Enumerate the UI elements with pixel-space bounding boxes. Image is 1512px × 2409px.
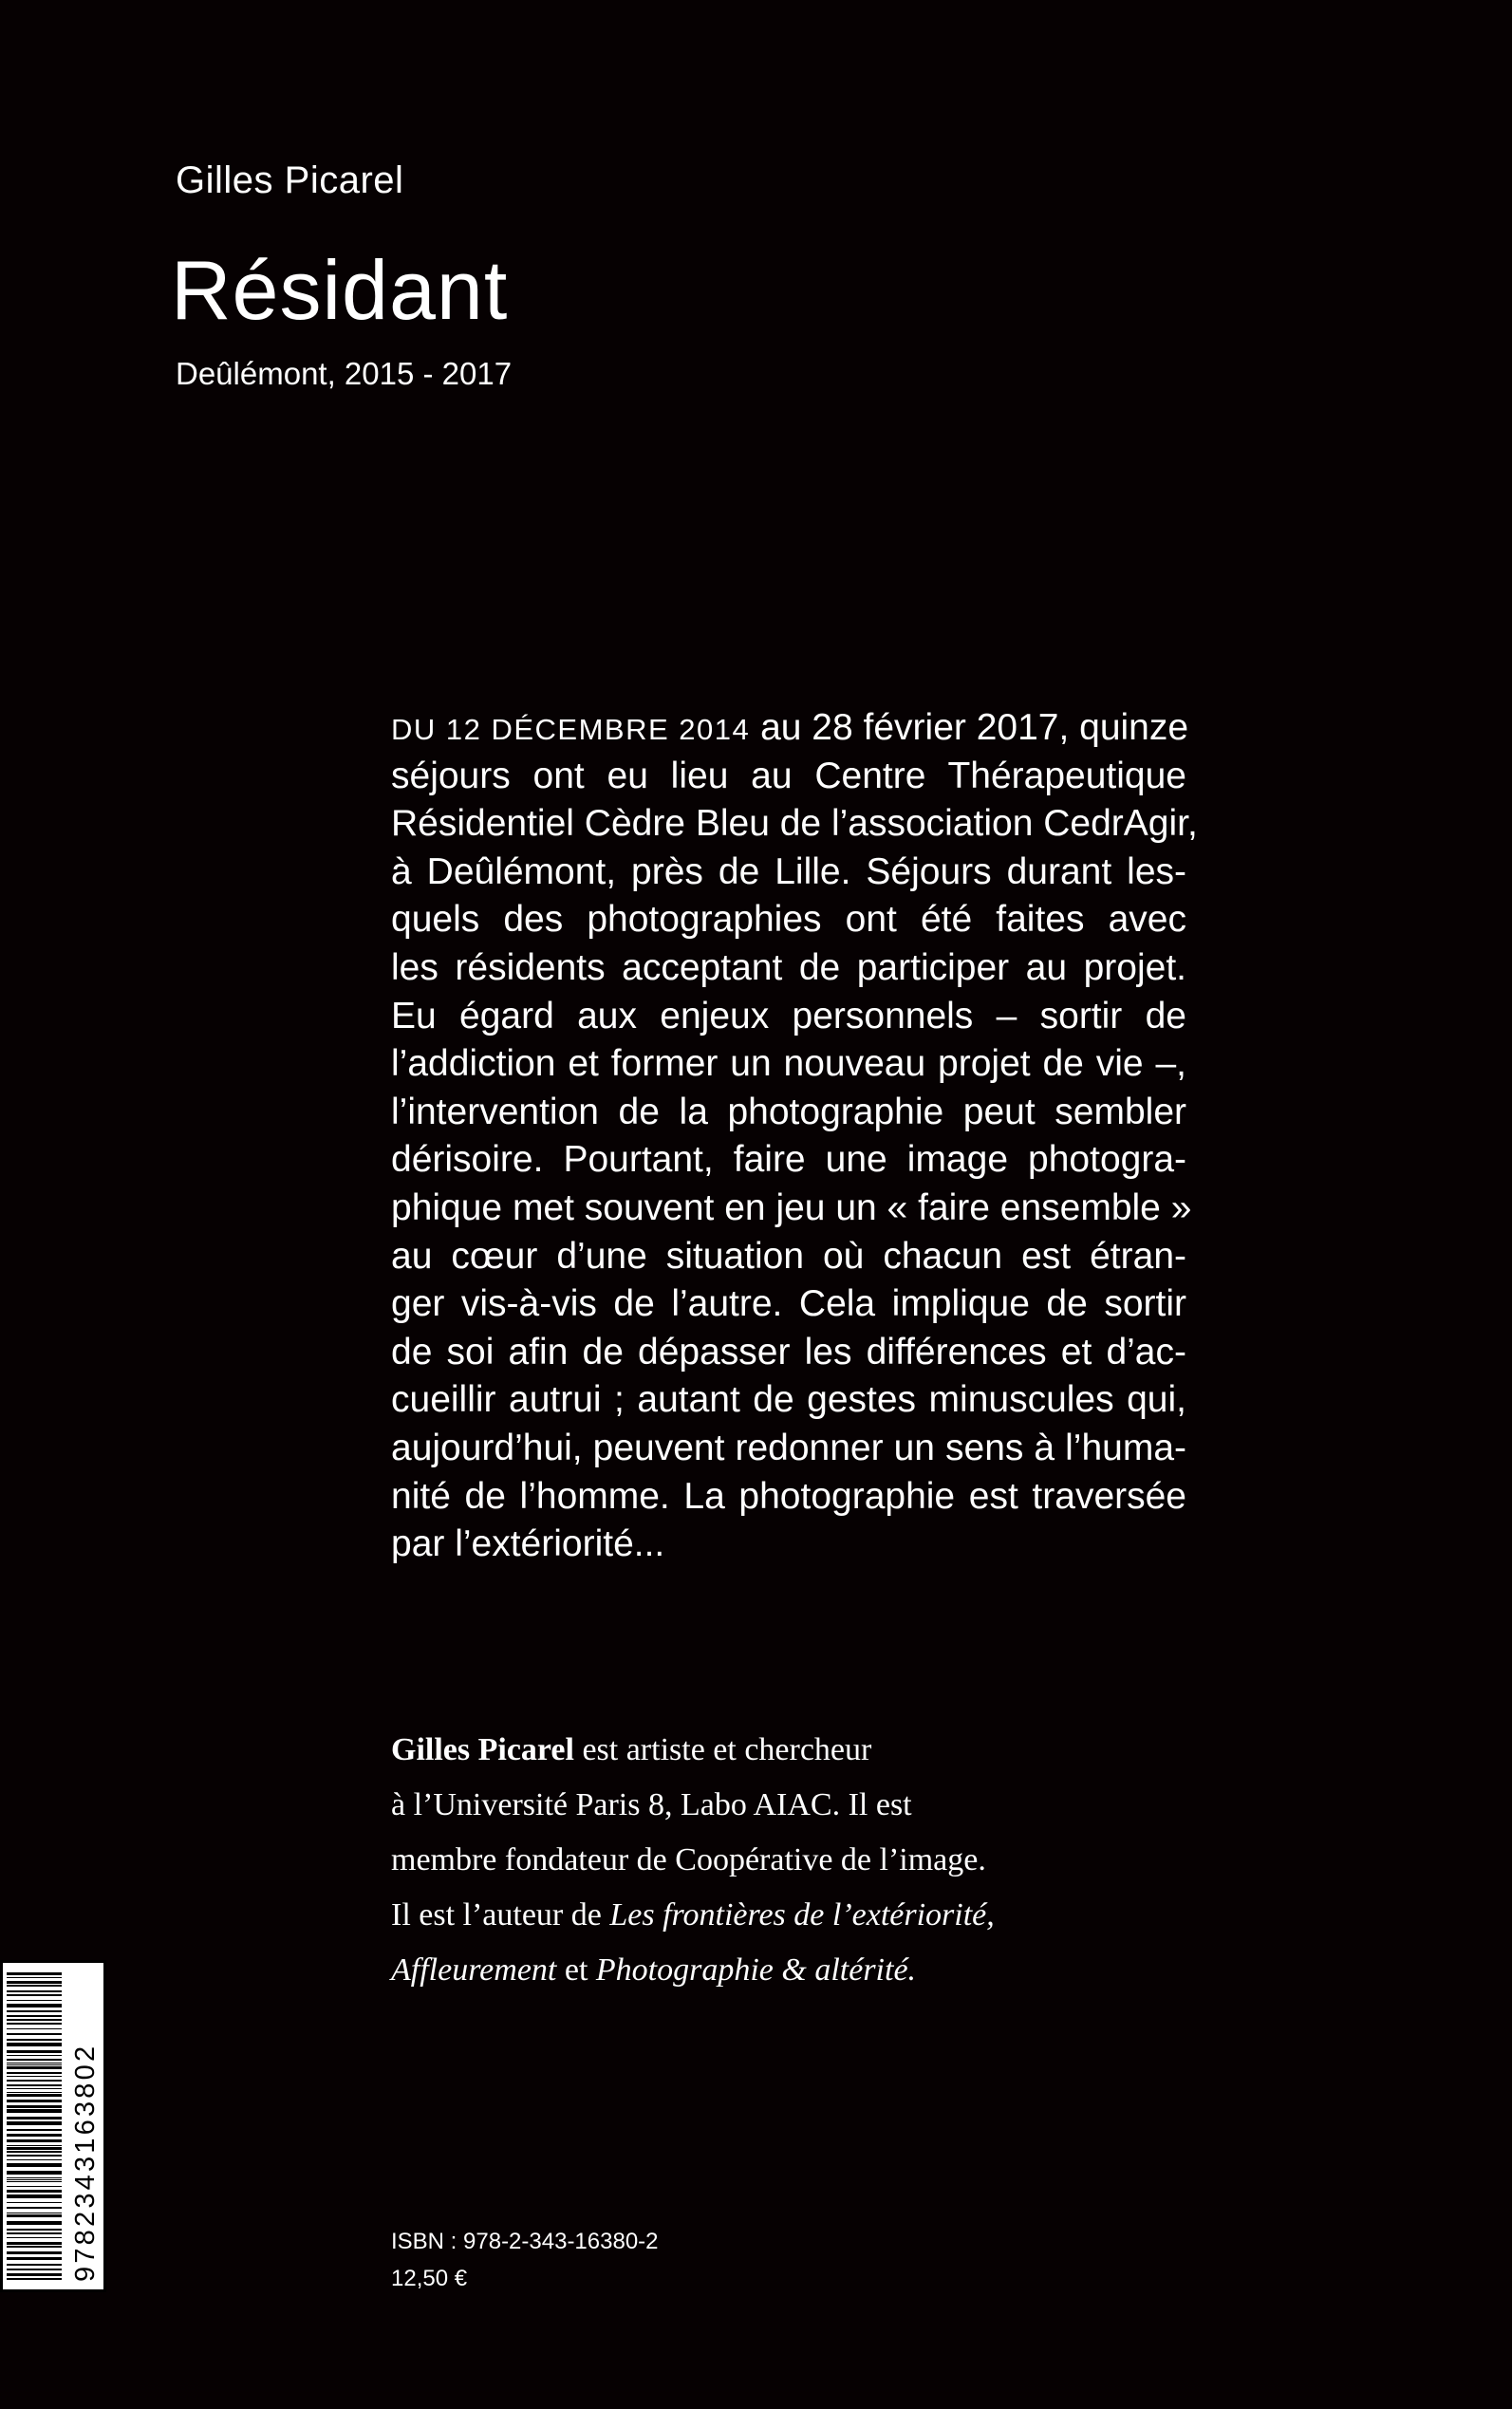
blurb-line: Résidentiel Cèdre Bleu de l’association CedrAgir, xyxy=(391,803,1198,845)
barcode-bar xyxy=(7,2033,62,2035)
barcode-bar xyxy=(7,2015,62,2017)
barcode-bar xyxy=(7,2023,62,2025)
barcode-bar xyxy=(7,1981,62,1984)
blurb-line: cueillir autrui ; autant de gestes minuscules qui, xyxy=(391,1379,1186,1421)
blurb-line: de soi afin de dépasser les différences et d’ac- xyxy=(391,1331,1186,1373)
barcode-bar xyxy=(7,1990,62,1992)
barcode-bar xyxy=(7,2076,62,2077)
barcode-bar xyxy=(7,2066,62,2069)
barcode-bar xyxy=(7,2237,62,2238)
barcode-bar xyxy=(7,2134,62,2137)
barcode-bar xyxy=(7,2190,62,2193)
blurb-line: phique met souvent en jeu un « faire ensemble » xyxy=(391,1186,1192,1228)
barcode-bar xyxy=(7,2100,62,2102)
barcode-bar xyxy=(7,2019,62,2021)
barcode-bar xyxy=(7,2109,62,2113)
barcode-bar xyxy=(7,2147,62,2150)
barcode-bar xyxy=(7,1972,62,1975)
barcode-bar xyxy=(7,2059,62,2061)
author-bio xyxy=(391,1723,1179,1998)
barcode-bar xyxy=(7,2151,62,2153)
bio-text: Il est l’auteur de xyxy=(391,1897,610,1933)
barcode-bar xyxy=(7,2278,62,2280)
barcode-bar xyxy=(7,2171,62,2175)
book-title-1: Les frontières de l’extériorité, xyxy=(609,1897,995,1933)
blurb-line: séjours ont eu lieu au Centre Thérapeutique xyxy=(391,755,1186,796)
blurb-line: aujourd’hui, peuvent redonner un sens à l’huma- xyxy=(391,1427,1186,1468)
barcode-bar xyxy=(7,2269,62,2270)
blurb-line: par l’extériorité... xyxy=(391,1523,665,1565)
barcode-bar xyxy=(7,2221,62,2225)
bio-text: et xyxy=(556,1952,596,1988)
barcode-bar xyxy=(7,2129,62,2131)
barcode-bar xyxy=(7,2080,62,2082)
barcode-bar xyxy=(7,2202,62,2203)
barcode-bar xyxy=(7,2194,62,2198)
isbn-number: ISBN : 978-2-343-16380-2 xyxy=(391,2229,659,2254)
bio-line xyxy=(391,1723,1179,1778)
barcode-bar xyxy=(7,1977,62,1978)
barcode-bar xyxy=(7,2105,62,2108)
barcode-bar xyxy=(7,2094,62,2097)
blurb-line: nité de l’homme. La photographie est traversée xyxy=(391,1475,1186,1517)
barcode-bar xyxy=(7,2050,62,2053)
book-subtitle: Deûlémont, 2015 - 2017 xyxy=(176,356,513,391)
barcode-bar xyxy=(7,2055,62,2056)
barcode-bar xyxy=(7,1994,62,1996)
price: 12,50 € xyxy=(391,2266,468,2291)
barcode-bar xyxy=(7,2179,62,2180)
bio-line: membre fondateur de Coopérative de l’image. xyxy=(391,1842,986,1877)
barcode-bar xyxy=(7,2004,62,2008)
blurb-line: les résidents acceptant de participer au projet. xyxy=(391,946,1186,988)
barcode-bar xyxy=(7,2117,62,2120)
isbn-barcode xyxy=(0,1960,106,2292)
barcode-bar xyxy=(7,2273,62,2276)
barcode-bar xyxy=(7,2229,62,2231)
barcode-bar xyxy=(7,2039,62,2041)
blurb-line: l’addiction et former un nouveau projet de vie –, xyxy=(391,1043,1186,1085)
bio-line xyxy=(391,1888,1179,1943)
barcode-bar xyxy=(7,2028,62,2029)
author-name: Gilles Picarel xyxy=(176,159,404,201)
blurb-line: à Deûlémont, près de Lille. Séjours durant les- xyxy=(391,850,1186,892)
barcode-bar xyxy=(7,2000,62,2001)
barcode-bar xyxy=(7,2181,62,2182)
book-title-3: Photographie & altérité. xyxy=(595,1952,917,1988)
barcode-bar xyxy=(7,2092,62,2093)
barcode-bar xyxy=(7,2145,62,2146)
barcode-bar xyxy=(7,2232,62,2234)
book-title-2: Affleurement xyxy=(391,1952,557,1988)
bio-author-name: Gilles Picarel xyxy=(391,1732,574,1767)
barcode-bar xyxy=(7,2088,62,2089)
blurb-line xyxy=(391,704,1189,753)
back-cover-blurb xyxy=(391,704,1198,1569)
barcode-bar xyxy=(7,2251,62,2254)
barcode-bar xyxy=(7,2084,62,2086)
barcode-bar xyxy=(7,2242,62,2245)
barcode-bar xyxy=(7,2139,62,2142)
barcode-bar xyxy=(7,2177,62,2178)
bio-line: à l’Université Paris 8, Labo AIAC. Il est xyxy=(391,1787,912,1822)
barcode-bar xyxy=(7,2155,62,2157)
blurb-line: l’intervention de la photographie peut sembler xyxy=(391,1091,1186,1132)
barcode-digits: 9782343163802 xyxy=(70,2043,101,2282)
bio-line xyxy=(391,1943,1179,1998)
barcode-bar xyxy=(7,2163,62,2167)
bio-text: est artiste et chercheur xyxy=(573,1732,872,1767)
blurb-line: Eu égard aux enjeux personnels – sortir de xyxy=(391,995,1186,1036)
barcode-bar xyxy=(7,2186,62,2187)
blurb-line: au cœur d’une situation où chacun est étran- xyxy=(391,1235,1186,1277)
barcode-bar xyxy=(7,2063,62,2064)
barcode-graphic xyxy=(3,1963,103,2289)
blurb-line: dérisoire. Pourtant, faire une image photogra- xyxy=(391,1139,1186,1181)
barcode-bar xyxy=(7,2257,62,2260)
blurb-line: quels des photographies ont été faites avec xyxy=(391,899,1186,941)
barcode-bar xyxy=(7,1985,62,1987)
barcode-bar xyxy=(7,2010,62,2012)
barcode-bar xyxy=(7,2121,62,2125)
blurb-opening-smallcaps: DU 12 DÉCEMBRE 2014 xyxy=(391,713,751,746)
barcode-bar xyxy=(7,2246,62,2248)
barcode-bar xyxy=(7,2043,62,2046)
blurb-line-text: au 28 février 2017, quinze xyxy=(750,707,1189,748)
barcode-bar xyxy=(7,2207,62,2209)
barcode-bar xyxy=(7,2159,62,2160)
barcode-bar xyxy=(7,2064,62,2065)
blurb-line: ger vis-à-vis de l’autre. Cela implique de sortir xyxy=(391,1283,1186,1325)
book-title: Résidant xyxy=(171,243,509,337)
barcode-bar xyxy=(7,2072,62,2074)
barcode-bar xyxy=(7,2214,62,2217)
barcode-bar xyxy=(7,2264,62,2266)
